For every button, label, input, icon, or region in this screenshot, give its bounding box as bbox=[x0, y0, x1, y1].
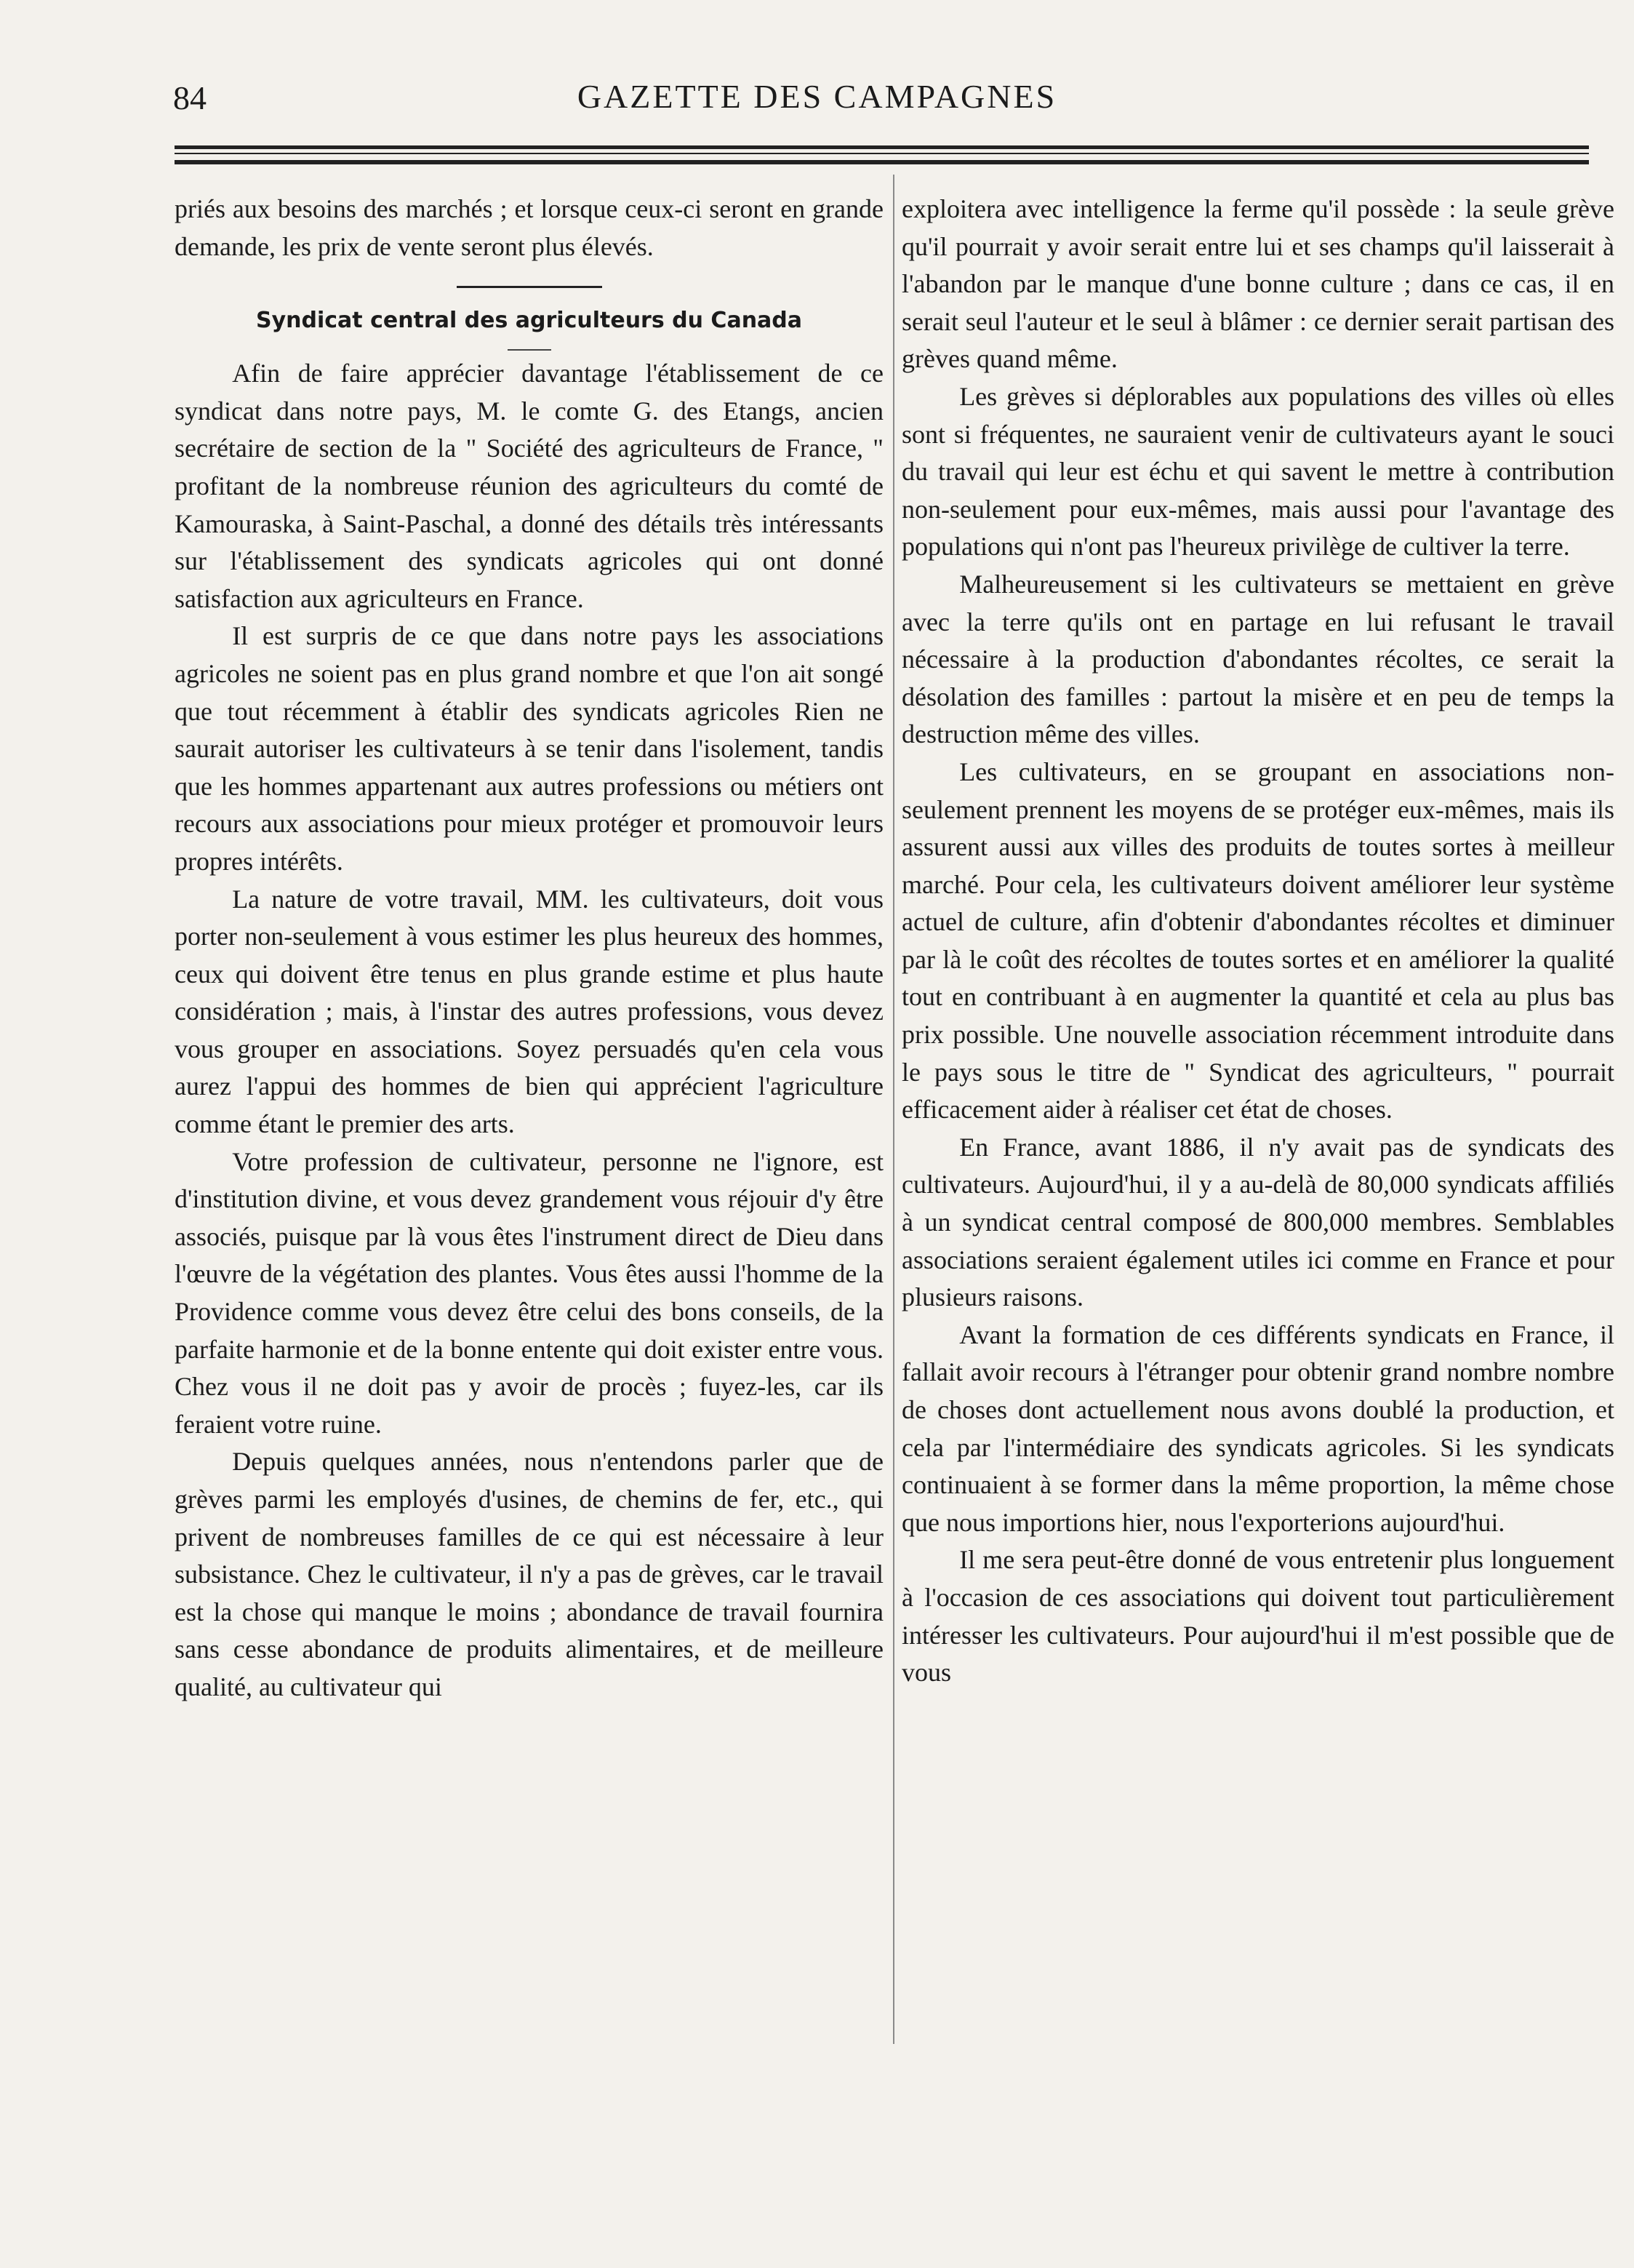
heading-dash bbox=[508, 349, 551, 351]
right-column bbox=[902, 191, 1614, 1692]
paragraph: Votre profession de cultivateur, personne ne l'ignore, est d'institution divine, et vous devez grandement vous réjouir d'y être associés, puisque par là vous êtes l'instrument direct de Dieu dans l'œuvre de la végétation des plantes. Vous êtes aussi l'homme de la Providence comme vous devez être celui des bons conseils, de la parfaite harmonie et de la bonne entente qui doit exister entre vous. Chez vous il ne doit pas y avoir de procès ; fuyez-les, car ils feraient votre ruine. bbox=[175, 1146, 884, 1439]
column-divider bbox=[893, 175, 894, 2044]
paragraph: La nature de votre travail, MM. les cultivateurs, doit vous porter non-seulement à vous estimer les plus heureux des hommes, ceux qui doivent être tenus en plus grande estime et plus haute considération ; mais, à l'instar des autres professions, vous devez vous grouper en associations. Soyez persuadés qu'en cela vous aurez l'appui des hommes de bien qui apprécient l'agriculture comme étant le premier des arts. bbox=[175, 884, 884, 1139]
paragraph: Afin de faire apprécier davantage l'établissement de ce syndicat dans notre pays, M. le comte G. des Etangs, ancien secrétaire de section de la " Société des agriculteurs de France, " profitant de la nombreuse réunion des agriculteurs du comté de Kamouraska, à Saint-Paschal, a donné des détails très intéressants sur l'établissement des syndicats agricoles qui ont donné satisfaction aux agriculteurs en France. bbox=[175, 359, 884, 613]
continuation-paragraph: priés aux besoins des marchés ; et lorsque ceux-ci seront en grande demande, les prix de vente seront plus élevés. bbox=[175, 194, 884, 261]
header-rule-bottom bbox=[175, 160, 1589, 164]
paragraph: Les grèves si déplorables aux populations des villes où elles sont si fréquentes, ne sauraient venir de cultivateurs ayant le souci du travail qui leur est échu et qui savent le mettre à contribution non-seulement pour eux-mêmes, mais aussi pour l'avantage des populations qui n'ont pas l'heureux privilège de cultiver la terre. bbox=[902, 381, 1614, 562]
left-column bbox=[175, 191, 884, 1706]
paragraph: En France, avant 1886, il n'y avait pas de syndicats des cultivateurs. Aujourd'hui, il y a au-delà de 80,000 syndicats affiliés à un syndicat central composé de 800,000 membres. Semblables associations seraient également utiles ici comme en France et pour plusieurs raisons. bbox=[902, 1132, 1614, 1312]
page-number: 84 bbox=[173, 79, 207, 116]
continuation-paragraph: exploitera avec intelligence la ferme qu'il possède : la seule grève qu'il pourrait y avoir serait entre lui et ses champs qu'il laisserait à l'abandon par le manque d'une bonne culture ; dans ce cas, il en serait seul l'auteur et le seul à blâmer : ce dernier serait partisan des grèves quand même. bbox=[902, 194, 1614, 374]
paragraph: Il est surpris de ce que dans notre pays les associations agricoles ne soient pas en plus grand nombre et que l'on ait songé que tout récemment à établir des syndicats agricoles Rien ne saurait autoriser les cultivateurs à se tenir dans l'isolement, tandis que les hommes appartenant aux autres professions ou métiers ont recours aux associations pour mieux protéger et promouvoir leurs propres intérêts. bbox=[175, 621, 884, 876]
header-rule-middle bbox=[175, 153, 1589, 154]
paragraph: Il me sera peut-être donné de vous entretenir plus longuement à l'occasion de ces associations qui doivent tout particulièrement intéresser les cultivateurs. Pour aujourd'hui il m'est possible que de vous bbox=[902, 1545, 1614, 1688]
running-title: GAZETTE DES CAMPAGNES bbox=[577, 78, 1057, 115]
paragraph: Depuis quelques années, nous n'entendons parler que de grèves parmi les employés d'usines, de chemins de fer, etc., qui privent de nombreuses familles de ce qui est nécessaire à leur subsistance. Chez le cultivateur, il n'y a pas de grèves, car le travail est la chose qui manque le moins ; abondance de travail fournira sans cesse abondance de produits alimentaires, et de meilleure qualité, au cultivateur qui bbox=[175, 1447, 884, 1701]
header-rule-top bbox=[175, 145, 1589, 149]
paragraph: Avant la formation de ces différents syndicats en France, il fallait avoir recours à l'étranger pour obtenir grand nombre nombre de choses dont actuellement nous avons doublé la production, et cela par l'intermédiaire des syndicats agricoles. Si les syndicats continuaient à se former dans la même proportion, la même chose que nous importions hier, nous l'exporterions aujourd'hui. bbox=[902, 1319, 1614, 1537]
article-heading: Syndicat central des agriculteurs du Canada bbox=[255, 308, 803, 334]
paragraph: Les cultivateurs, en se groupant en associations non-seulement prennent les moyens de se protéger eux-mêmes, mais ils assurent aussi aux villes des produits de toutes sortes à meilleur marché. Pour cela, les cultivateurs doivent améliorer leur système actuel de culture, afin d'obtenir d'abondantes récoltes et diminuer par là le coût des récoltes de toutes sortes et en améliorer la qualité tout en contribuant à en augmenter la quantité et cela au plus bas prix possible. Une nouvelle association récemment introduite dans le pays sous le titre de " Syndicat des agriculteurs, " pourrait efficacement aider à réaliser cet état de choses. bbox=[902, 756, 1614, 1125]
paragraph: Malheureusement si les cultivateurs se mettaient en grève avec la terre qu'ils ont en partage en lui refusant le travail nécessaire à la production d'abondantes récoltes, ce serait la désolation des familles : partout la misère et en peu de temps la destruction même des villes. bbox=[902, 569, 1614, 749]
section-separator bbox=[457, 286, 602, 288]
